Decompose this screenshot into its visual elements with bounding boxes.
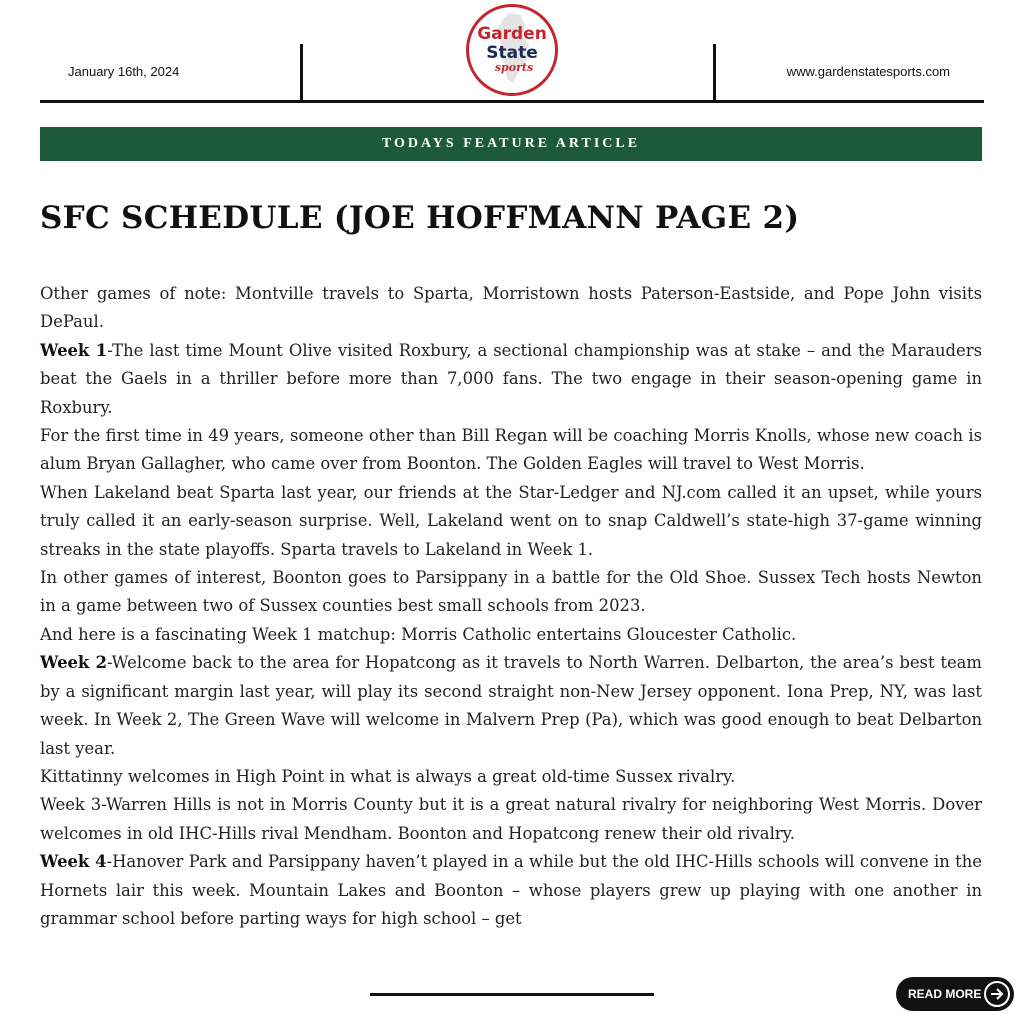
article-paragraph: Week 3-Warren Hills is not in Morris County but it is a great natural rivalry for neighboring West Morris. Dover welcomes in old IHC-Hills rival Mendham. Boonton and Hopatcong renew their old rivalry. [40, 795, 982, 843]
logo-text-sports: sports [494, 61, 534, 74]
article-paragraph: Other games of note: Montville travels to Sparta, Morristown hosts Paterson-Eastside, and Pope John visits DePaul. [40, 284, 982, 332]
article-paragraph: In other games of interest, Boonton goes to Parsippany in a battle for the Old Shoe. Sussex Tech hosts Newton in a game between two of Sussex counties best small schools from 2023. [40, 568, 982, 616]
article-paragraph: Kittatinny welcomes in High Point in what is always a great old-time Sussex rivalry. [40, 766, 736, 786]
header-divider-right [713, 44, 716, 102]
header-divider-left [300, 44, 303, 102]
article-body [40, 280, 982, 933]
footer-rule [370, 993, 654, 996]
feature-banner: TODAYS FEATURE ARTICLE [40, 127, 982, 161]
week-label: Week 2 [40, 653, 108, 673]
header-date: January 16th, 2024 [68, 64, 180, 79]
arrow-right-circle-icon [984, 981, 1010, 1007]
logo-text-state: State [486, 43, 538, 63]
article-title: SFC SCHEDULE (JOE HOFFMANN PAGE 2) [40, 200, 800, 236]
article-paragraph: Week 4-Hanover Park and Parsippany haven’t played in a while but the old IHC-Hills schools will convene in the Hornets lair this week. Mountain Lakes and Boonton – whose players grew up playing with one another in grammar school before parting ways for high school – get [40, 852, 982, 928]
week-label: Week 1 [40, 340, 108, 360]
logo-text-garden: Garden [477, 24, 547, 44]
garden-state-sports-logo[interactable] [466, 4, 558, 96]
week-label: Week 4 [40, 852, 107, 872]
article-paragraph: And here is a fascinating Week 1 matchup: Morris Catholic entertains Gloucester Catholic. [40, 624, 797, 644]
article-paragraph: Week 2-Welcome back to the area for Hopatcong as it travels to North Warren. Delbarton, the area’s best team by a significant margin last year, will play its second straight non-New Jersey opponent. Iona Prep, NY, was last week. In Week 2, The Green Wave will welcome in Malvern Prep (Pa), which was good enough to beat Delbarton last year. [40, 653, 982, 758]
read-more-label: READ MORE [908, 987, 982, 1001]
article-paragraph: Week 1-The last time Mount Olive visited Roxbury, a sectional championship was at stake – and the Marauders beat the Gaels in a thriller before more than 7,000 fans. The two engage in their season-opening game in Roxbury. [40, 340, 982, 417]
header-website[interactable]: www.gardenstatesports.com [786, 64, 950, 79]
read-more-button[interactable] [896, 977, 1014, 1011]
header-rule [40, 100, 984, 103]
article-paragraph: For the first time in 49 years, someone other than Bill Regan will be coaching Morris Knolls, whose new coach is alum Bryan Gallagher, who came over from Boonton. The Golden Eagles will travel to West Morris. [40, 426, 982, 474]
article-paragraph: When Lakeland beat Sparta last year, our friends at the Star-Ledger and NJ.com called it an upset, while yours truly called it an early-season surprise. Well, Lakeland went on to snap Caldwell’s state-high 37-game winning streaks in the state playoffs. Sparta travels to Lakeland in Week 1. [40, 482, 982, 559]
